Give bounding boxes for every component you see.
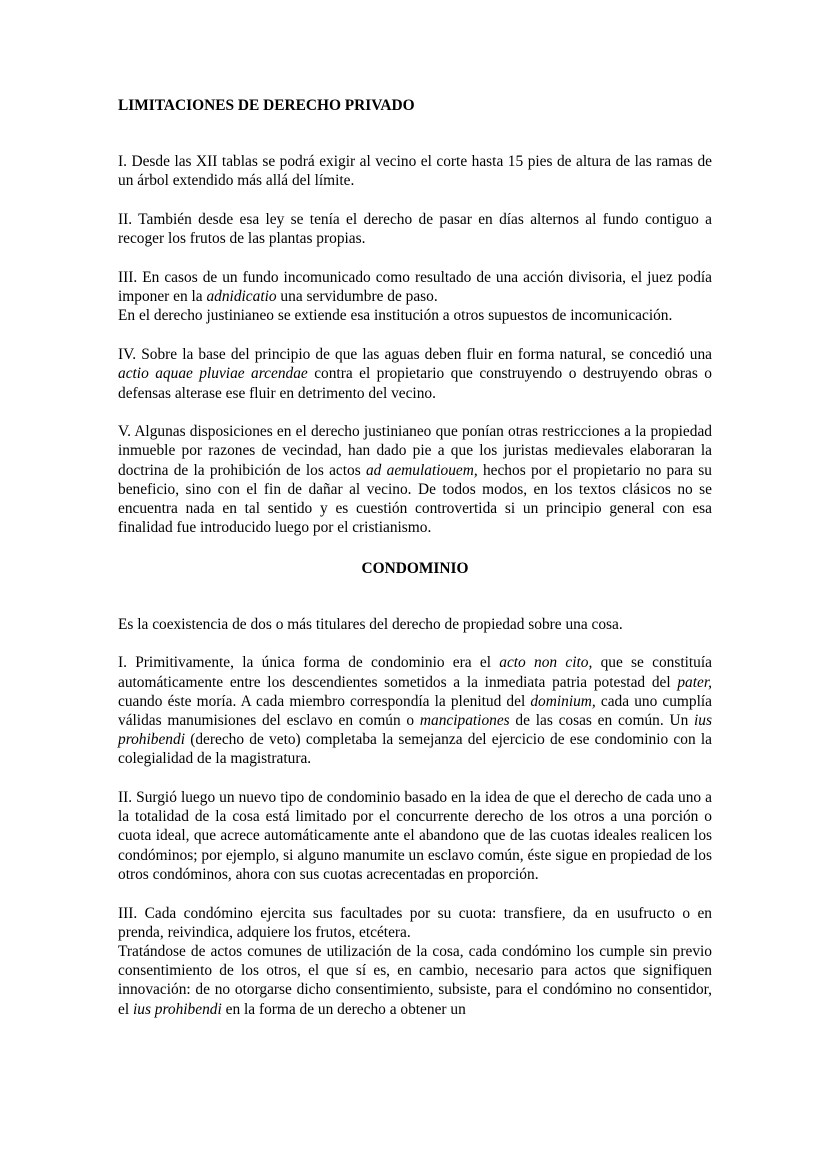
text-run: (derecho de veto) completaba la semejanza del ejercicio de ese condominio con la colegialidad de la magistratura. <box>118 731 712 768</box>
text-run: Tratándose de actos comunes de utilización de la cosa, cada condómino los cumple sin previo consentimiento de los otros, el que sí es, en cambio, necesario para actos que signifiquen innovación: de no otorgarse dicho consentimiento, subsiste, para el condómino no consentidor, el <box>118 943 712 1018</box>
paragraph-limitacion-1: I. Desde las XII tablas se podrá exigir al vecino el corte hasta 15 pies de altura de las ramas de un árbol extendido más allá del límite. <box>118 153 712 190</box>
text-run: V. Algunas disposiciones en el derecho justinianeo que ponían otras restricciones a la propiedad inmueble por razones de vecindad, han dado pie a que los juristas medievales elaboraran la doctrina de la prohibición de los actos <box>118 423 712 479</box>
text-run: IV. Sobre la base del principio de que las aguas deben fluir en forma natural, se concedió una <box>118 346 712 364</box>
paragraph-limitacion-3-cont: En el derecho justinianeo se extiende esa institución a otros supuestos de incomunicación. <box>118 307 673 325</box>
paragraph-condominio-3: III. Cada condómino ejercita sus facultades por su cuota: transfiere, da en usufructo o en prenda, reivindica, adquiere los frutos, etcétera. <box>118 904 712 941</box>
latin-term: ad aemulatiouem, <box>365 461 478 479</box>
text-run: de las cosas en común. Un <box>509 711 695 729</box>
section-title-condominio: CONDOMINIO <box>361 560 469 578</box>
text-run: en la forma de un derecho a obtener un <box>221 1000 466 1018</box>
text-run: que se constituía automáticamente entre los descendientes sometidos a la inmediata patria potestad del <box>118 654 712 691</box>
section-title-limitaciones: LIMITACIONES DE DERECHO PRIVADO <box>118 97 415 114</box>
latin-term: pater, <box>677 673 712 691</box>
latin-term: ius prohibendi <box>118 711 712 749</box>
paragraph-condominio-4 <box>118 942 712 1019</box>
paragraph-condominio-2: II. Surgió luego un nuevo tipo de condominio basado en la idea de que el derecho de cada uno a la totalidad de la cosa está limitado por el concurrente derecho de los otros a una porción o cuota ideal, que acrece automáticamente ante el abandono que de las cuotas ideales realicen los condóminos; por ejemplo, si alguno manumite un esclavo común, éste sigue en propiedad de los otros condóminos, ahora con sus cuotas acrecentadas en proporción. <box>118 789 712 883</box>
text-run: cada uno cumplía válidas manumisiones del esclavo en común o <box>118 692 712 729</box>
latin-term: adnidicatio <box>206 288 277 306</box>
text-run: cuando éste moría. A cada miembro correspondía la plenitud del <box>118 692 531 710</box>
paragraph-limitacion-5 <box>118 422 712 537</box>
paragraph-limitacion-2: II. También desde esa ley se tenía el derecho de pasar en días alternos al fundo contiguo a recoger los frutos de las plantas propias. <box>118 211 712 248</box>
paragraph-limitacion-4 <box>118 345 712 403</box>
document-page <box>118 96 712 1019</box>
paragraph-condominio-1 <box>118 653 712 768</box>
latin-term: dominium, <box>530 692 596 710</box>
paragraph-limitacion-3 <box>118 268 712 306</box>
paragraph-condominio-intro: Es la coexistencia de dos o más titulares del derecho de propiedad sobre una cosa. <box>118 615 623 633</box>
latin-term: acto non cito, <box>499 654 593 672</box>
text-run: I. Primitivamente, la única forma de condominio era el <box>118 654 500 672</box>
text-run: III. En casos de un fundo incomunicado como resultado de una acción divisoria, el juez podía imponer en la <box>118 269 712 306</box>
latin-term: mancipationes <box>419 711 510 729</box>
text-run: contra el propietario que construyendo o destruyendo obras o defensas alterase ese fluir en detrimento del vecino. <box>118 365 713 402</box>
latin-term: ius prohibendi <box>132 1000 222 1018</box>
text-run: una servidumbre de paso. <box>276 288 438 306</box>
latin-term: actio aquae pluviae arcendae <box>118 365 308 383</box>
text-run: hechos por el propietario no para su beneficio, sino con el fin de dañar al vecino. De todos modos, en los textos clásicos no se encuentra nada en tal sentido y es cuestión controvertida si un principio general con esa finalidad fue introducido luego por el cristianismo. <box>118 461 712 537</box>
